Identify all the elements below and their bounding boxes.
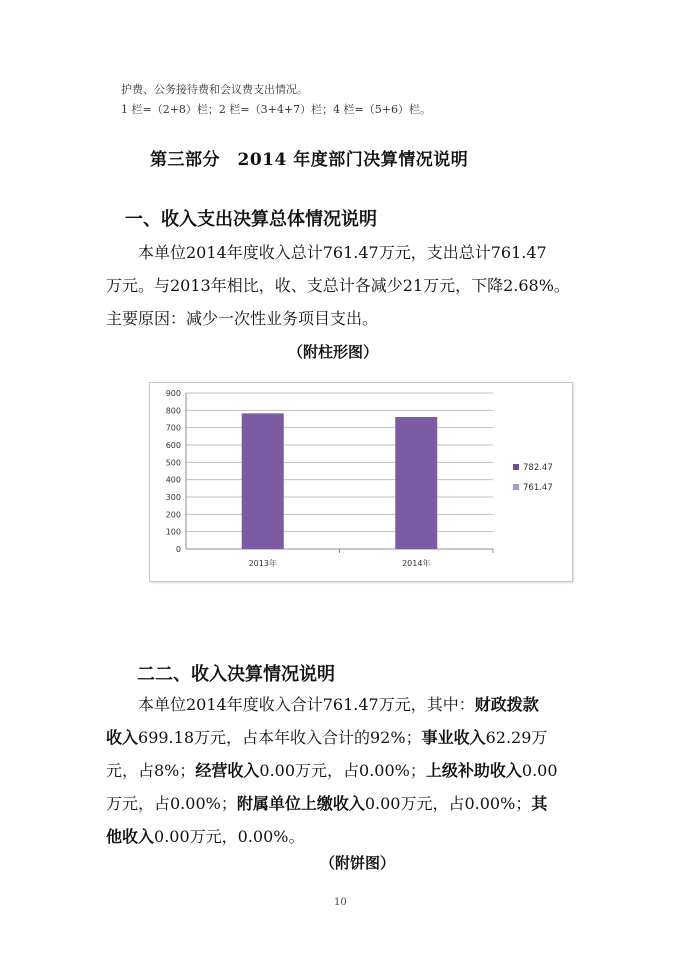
section2-line3-bold: 经营收入 (195, 761, 260, 780)
section2-line2 (106, 721, 547, 754)
legend-label: 761.47 (523, 483, 553, 493)
section2-line1-bold: 财政拨款 (474, 695, 539, 714)
legend-swatch (513, 464, 519, 470)
bar-chart-caption: （附柱形图） (288, 343, 379, 361)
section2-line2-bold: 收入 (106, 728, 139, 747)
header-note-line2: 1 栏=（2+8）栏；2 栏=（3+4+7）栏；4 栏=（5+6）栏。 (121, 103, 431, 116)
y-tick-label: 100 (165, 527, 181, 537)
y-tick-label: 800 (165, 406, 181, 416)
section2-line3-bold2: 上级补助收入 (425, 761, 522, 780)
section1-heading: 一、收入支出决算总体情况说明 (125, 209, 377, 230)
section2-line1-text: 本单位2014年度收入合计761.47万元，其中： (138, 695, 475, 714)
section2-line2-text: 699.18万元，占本年收入合计的92%； (138, 728, 422, 747)
bar-1 (242, 413, 284, 549)
x-tick-label: 2013年 (248, 559, 277, 568)
section2-line4-mid: 0.00万元，占0.00%； (364, 794, 532, 813)
part-title: 第三部分 2014 年度部门决算情况说明 (150, 150, 469, 170)
bar-chart (149, 382, 573, 582)
pie-chart-caption: （附饼图） (320, 854, 396, 872)
legend-label: 782.47 (523, 463, 553, 473)
section2-line4-bold2: 其 (531, 794, 548, 813)
section2-line5 (106, 820, 304, 853)
section2-line5-text: 0.00万元，0.00%。 (154, 827, 305, 846)
y-tick-label: 900 (165, 389, 181, 398)
section2-line3-tail: 0.00 (521, 761, 558, 780)
section2-line5-bold: 他收入 (106, 827, 155, 846)
y-tick-label: 0 (175, 545, 181, 554)
section2-line4-bold: 附属单位上缴收入 (236, 794, 365, 813)
legend-swatch (513, 484, 519, 490)
header-note-line1: 护费、公务接待费和会议费支出情况。 (121, 83, 308, 96)
section2-line4-text: 万元，占0.00%； (106, 794, 237, 813)
section2-line3-text: 元，占8%； (106, 761, 196, 780)
section2-line3 (106, 754, 558, 787)
y-tick-label: 600 (165, 441, 181, 450)
y-tick-label: 700 (165, 423, 181, 433)
y-tick-label: 300 (165, 493, 181, 502)
section1-line2: 万元。与2013年相比，收、支总计各减少21万元，下降2.68%。 (106, 276, 570, 295)
section2-line2-bold2: 事业收入 (421, 728, 486, 747)
section2-line3-mid: 0.00万元，占0.00%； (259, 761, 426, 780)
section1-line3: 主要原因：减少一次性业务项目支出。 (106, 309, 379, 328)
y-tick-label: 200 (165, 510, 181, 520)
section2-heading: 二二、收入决算情况说明 (137, 664, 335, 685)
section2-line4 (106, 787, 547, 820)
bar-chart-svg (150, 383, 572, 581)
page-number: 10 (334, 897, 347, 908)
section2-line2-tail: 62.29万 (485, 728, 548, 747)
section1-line1: 本单位2014年度收入总计761.47万元，支出总计761.47 (138, 243, 547, 262)
y-tick-label: 400 (165, 475, 181, 485)
bar-2 (395, 417, 437, 549)
y-tick-label: 500 (165, 458, 181, 468)
x-tick-label: 2014年 (402, 559, 431, 568)
section2-line1 (138, 688, 539, 721)
